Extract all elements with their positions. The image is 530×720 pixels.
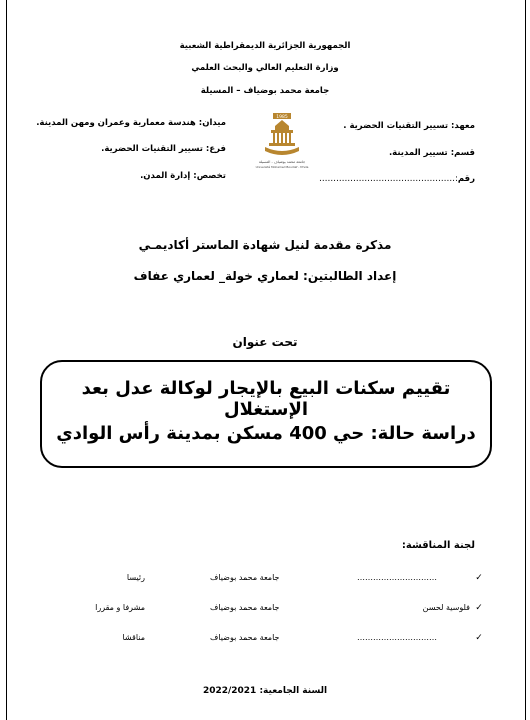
logo-year: 1985	[276, 115, 288, 120]
logo-caption-fr: Université Mohamed Boudiaf - M'sila	[255, 165, 309, 169]
ministry-header: وزارة التعليم العالي والبحث العلمي	[191, 63, 339, 73]
check-icon: ✓	[475, 633, 483, 643]
specialty-label: تخصص	[196, 171, 226, 181]
republic-header: الجمهورية الجزائرية الديمقراطية الشعبية	[179, 41, 351, 51]
institute-label: معهد	[454, 121, 475, 131]
under-title-label: تحت عنوان	[232, 335, 298, 349]
jury-member-name: …………………………	[357, 633, 437, 642]
thesis-heading: مذكرة مقدمة لنيل شهادة الماستر أكاديمـي	[138, 238, 392, 252]
jury-member-university: جامعة محمد بوضياف	[210, 573, 280, 582]
jury-member-role: رئيسا	[126, 573, 145, 582]
students-line: إعداد الطالبتين: لعماري خولة_ لعماري عفاف	[133, 269, 397, 283]
jury-member-role: مشرفا و مقررا	[95, 603, 145, 612]
department-line	[389, 148, 475, 158]
thesis-title-line-1: تقييم سكنات البيع بالإيجار لوكالة عدل بعد الإستغلال	[81, 378, 451, 420]
university-header: جامعة محمد بوضياف – المسيلة	[200, 86, 330, 96]
jury-member-university: جامعة محمد بوضياف	[210, 603, 280, 612]
field-value: : هندسة معمارية وعمران ومهن المدينة.	[36, 118, 203, 128]
academic-year: السنة الجامعية: 2022/2021	[202, 686, 328, 696]
number-label: رقم	[457, 174, 475, 184]
jury-member-row	[0, 573, 530, 587]
institute-value: : تسيير التقنيات الحضرية .	[343, 121, 455, 131]
jury-member-role: مناقشا	[122, 633, 145, 642]
branch-line	[101, 144, 226, 154]
university-logo	[251, 111, 313, 171]
thesis-title-line-2: دراسة حالة: حي 400 مسكن بمدينة رأس الوادي	[56, 423, 476, 444]
field-label: ميدان	[202, 118, 226, 128]
jury-member-name: فلوسية لحسن	[422, 603, 470, 612]
jury-member-row	[0, 603, 530, 617]
check-icon: ✓	[475, 573, 483, 583]
jury-member-name: …………………………	[357, 573, 437, 582]
check-icon: ✓	[475, 603, 483, 613]
branch-value: : تسيير التقنيات الحضرية.	[101, 144, 210, 154]
specialty-line	[140, 171, 226, 181]
branch-label: فرع	[209, 144, 226, 154]
jury-member-university: جامعة محمد بوضياف	[210, 633, 280, 642]
jury-heading: لجنة المناقشة:	[401, 540, 475, 551]
specialty-value: : إدارة المدن.	[140, 171, 197, 181]
logo-caption-ar: جامعة محمد بوضياف - المسيلة	[258, 160, 306, 164]
department-label: قسم	[454, 148, 475, 158]
number-value: :…………………………………………	[319, 174, 458, 184]
number-line	[319, 174, 475, 184]
department-value: : تسيير المدينة.	[388, 148, 455, 158]
jury-member-row	[0, 633, 530, 647]
institute-line	[343, 121, 475, 131]
field-line	[36, 118, 226, 128]
